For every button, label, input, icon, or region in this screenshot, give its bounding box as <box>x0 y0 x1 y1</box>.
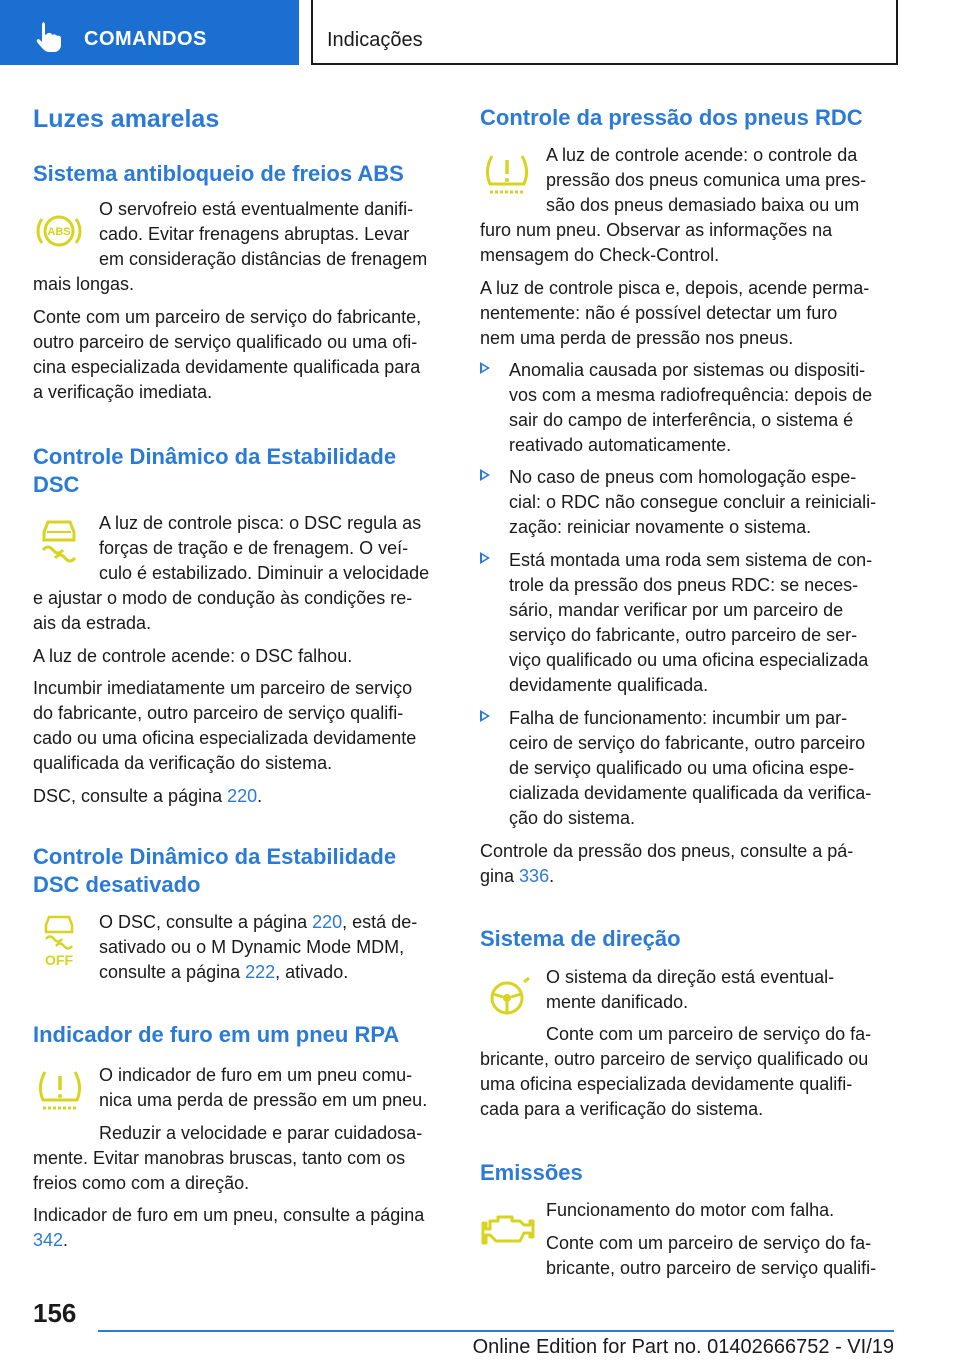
rdc-heading: Controle da pressão dos pneus RDC <box>480 105 863 130</box>
rpa-instruction: Reduzir a velocidade e parar cuidadosa- <box>99 1123 423 1143</box>
abs-warning-icon <box>33 205 85 257</box>
section-label: Indicações <box>327 29 423 51</box>
bullet-triangle-icon <box>480 552 490 564</box>
list-item: Está montada uma roda sem sistema de con- trole da pressão dos pneus RDC: se neces- sário, mandar verificar por um parceiro de serviço do fabricante, outro parceiro de ser- viço qualificado ou uma oficina especializada devidamente qualificada. <box>480 548 896 698</box>
page-title: Luzes amarelas <box>33 105 220 133</box>
bullet-triangle-icon <box>480 362 490 374</box>
bullet-triangle-icon <box>480 469 490 481</box>
dsc-off-heading: Controle Dinâmico da Estabilidade DSC desativado <box>33 844 397 897</box>
tire-pressure-icon <box>480 150 534 200</box>
hand-pointer-icon <box>34 20 64 52</box>
dsc-heading: Controle Dinâmico da Estabilidade DSC <box>33 444 397 497</box>
steering-text: O sistema da direção está eventual- mente danificado. <box>546 967 835 1012</box>
bullet-triangle-icon <box>480 710 490 722</box>
list-item: Anomalia causada por sistemas ou dispositi- vos com a mesma radiofrequência: depois de sair do campo de interferência, o sistema é reativado automaticamente. <box>480 358 896 458</box>
page-link-342[interactable]: 342 <box>33 1230 64 1250</box>
page-link-220[interactable]: 220 <box>227 786 258 806</box>
rpa-heading: Indicador de furo em um pneu RPA <box>33 1022 400 1047</box>
rdc-text: A luz de controle acende: o controle da pressão dos pneus comunica uma pres- são dos pneus demasiado baixa ou um <box>546 145 867 215</box>
page-number: 156 <box>33 1298 77 1328</box>
abs-text-tail: mais longas. <box>33 274 135 294</box>
rdc-text-tail: furo num pneu. Observar as informações na mensagem do Check-Control. <box>480 220 833 265</box>
abs-text: O servofreio está eventualmente danifi- cado. Evitar frenagens abruptas. Levar em consideração distâncias de frenagem <box>99 199 428 269</box>
emissions-service: Conte com um parceiro de serviço do fa- bricante, outro parceiro de serviço qualifi- <box>546 1233 877 1278</box>
abs-heading: Sistema antibloqueio de freios ABS <box>33 161 404 186</box>
engine-check-icon <box>480 1207 536 1251</box>
page-link-222[interactable]: 222 <box>245 962 276 982</box>
chapter-tab-label: COMANDOS <box>84 28 207 50</box>
tire-warning-icon <box>33 1066 87 1116</box>
rpa-text: O indicador de furo em um pneu comu- nica uma perda de pressão em um pneu. <box>99 1065 428 1110</box>
rdc-page-reference: Controle da pressão dos pneus, consulte a pá- gina 336. <box>480 841 854 886</box>
page-link-336[interactable]: 336 <box>519 866 550 886</box>
list-item: No caso de pneus com homologação espe- cial: o RDC não consegue concluir a reiniciali- zação: reiniciar novamente o sistema. <box>480 465 896 540</box>
section-header <box>311 0 898 65</box>
rdc-flash-paragraph: A luz de controle pisca e, depois, acende perma- nentemente: não é possível detectar um furo nem uma perda de pressão nos pneus. <box>480 278 870 348</box>
emissions-text: Funcionamento do motor com falha. <box>546 1200 835 1220</box>
chapter-tab[interactable] <box>0 0 299 65</box>
page-link-220[interactable]: 220 <box>312 912 343 932</box>
steering-service-tail: bricante, outro parceiro de serviço qualificado ou uma oficina especializada devidamente qualifi- cada para a verificação do sistema. <box>480 1049 869 1119</box>
dsc-off-icon <box>36 913 82 969</box>
steering-heading: Sistema de direção <box>480 926 681 951</box>
emissions-heading: Emissões <box>480 1160 583 1185</box>
rpa-instruction-tail: mente. Evitar manobras bruscas, tanto com os freios como com a direção. <box>33 1148 406 1193</box>
abs-service-paragraph: Conte com um parceiro de serviço do fabricante, outro parceiro de serviço qualificado ou uma ofi- cina especializada devidamente qualificada para a verificação imediata. <box>33 307 422 402</box>
edition-footer: Online Edition for Part no. 01402666752 - VI/19 <box>472 1336 894 1358</box>
dsc-service-paragraph: Incumbir imediatamente um parceiro de serviço do fabricante, outro parceiro de serviço qualifi- cado ou uma oficina especializada devidamente qualificada da verificação do sistema. <box>33 678 417 773</box>
dsc-text: A luz de controle pisca: o DSC regula as forças de tração e de frenagem. O veí- culo é estabilizado. Diminuir a velocidade <box>99 513 430 583</box>
dsc-failure-text: A luz de controle acende: o DSC falhou. <box>33 646 353 666</box>
svg-text:OFF: OFF <box>45 952 73 968</box>
steering-service: Conte com um parceiro de serviço do fa- <box>546 1024 872 1044</box>
rpa-page-reference: Indicador de furo em um pneu, consulte a página 342. <box>33 1205 425 1250</box>
dsc-off-text: O DSC, consulte a página 220, está de- sativado ou o M Dynamic Mode MDM, consulte a página 222, ativado. <box>99 912 418 982</box>
dsc-text-tail: e ajustar o modo de condução às condições re- ais da estrada. <box>33 588 413 633</box>
svg-text:ABS: ABS <box>47 226 71 238</box>
dsc-page-reference: DSC, consulte a página 220. <box>33 786 263 806</box>
footer-divider <box>98 1330 894 1332</box>
list-item: Falha de funcionamento: incumbir um par- ceiro de serviço do fabricante, outro parceiro de serviço qualificado ou uma oficina espe- cializada devidamente qualificada da verifica- ção do sistema. <box>480 706 896 831</box>
dsc-skid-icon <box>33 514 85 566</box>
steering-warning-icon <box>480 972 534 1024</box>
